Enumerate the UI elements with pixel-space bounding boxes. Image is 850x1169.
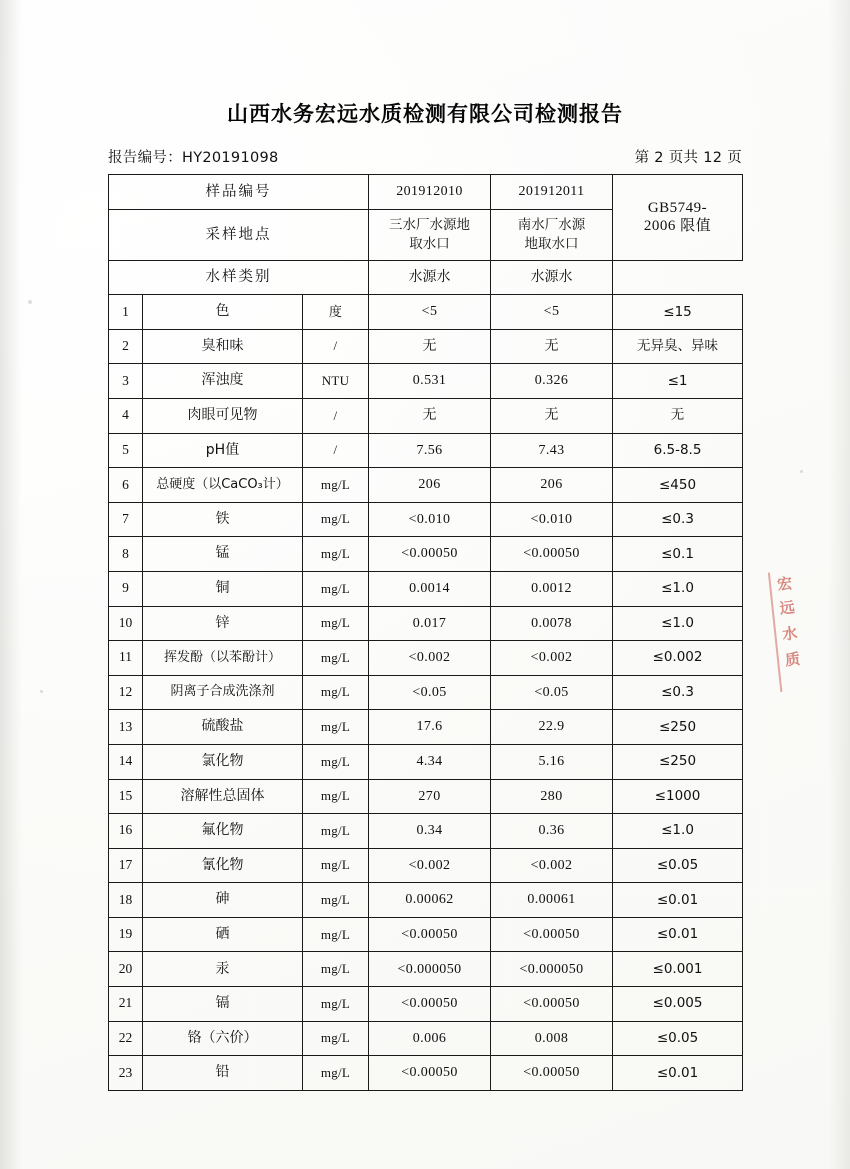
row-limit: 6.5-8.5 [613, 433, 743, 468]
table-row [109, 329, 743, 364]
row-item: 铜 [143, 571, 303, 606]
row-value-sample2: 5.16 [491, 744, 613, 779]
row-unit: mg/L [303, 710, 369, 745]
row-item: 锌 [143, 606, 303, 641]
row-index: 16 [109, 814, 143, 849]
row-index: 5 [109, 433, 143, 468]
row-limit: ≤1000 [613, 779, 743, 814]
row-unit: mg/L [303, 1056, 369, 1091]
row-limit: ≤0.3 [613, 502, 743, 537]
header-sample-1-no: 201912010 [369, 175, 491, 210]
row-item: 溶解性总固体 [143, 779, 303, 814]
row-index: 14 [109, 744, 143, 779]
table-row [109, 364, 743, 399]
row-item: 铁 [143, 502, 303, 537]
row-index: 15 [109, 779, 143, 814]
row-limit: ≤0.05 [613, 1021, 743, 1056]
row-value-sample1: 0.017 [369, 606, 491, 641]
row-value-sample1: 7.56 [369, 433, 491, 468]
row-item: 总硬度（以CaCO₃计） [143, 468, 303, 503]
row-unit: mg/L [303, 848, 369, 883]
header-sample-2-site-line2: 地取水口 [524, 235, 579, 252]
row-value-sample2: 0.326 [491, 364, 613, 399]
row-index: 1 [109, 295, 143, 330]
row-unit: mg/L [303, 468, 369, 503]
row-item: 砷 [143, 883, 303, 918]
row-value-sample1: 4.34 [369, 744, 491, 779]
row-item: 氰化物 [143, 848, 303, 883]
table-row [109, 814, 743, 849]
row-value-sample1: 17.6 [369, 710, 491, 745]
header-standard-limit [613, 175, 743, 261]
header-standard-line1: GB5749- [647, 199, 708, 216]
row-value-sample1: 无 [369, 398, 491, 433]
seal-char: 远 [778, 598, 796, 618]
table-row [109, 398, 743, 433]
table-row [109, 883, 743, 918]
row-value-sample2: <0.00050 [491, 917, 613, 952]
row-unit: mg/L [303, 814, 369, 849]
table-row [109, 641, 743, 676]
row-limit: ≤0.3 [613, 675, 743, 710]
page-edge-shadow-right [828, 0, 850, 1169]
row-value-sample2: <0.000050 [491, 952, 613, 987]
row-unit: NTU [303, 364, 369, 399]
header-sample-1-site [369, 209, 491, 260]
row-unit: mg/L [303, 1021, 369, 1056]
row-value-sample2: <0.00050 [491, 987, 613, 1022]
header-sample-no-label: 样品编号 [109, 175, 369, 210]
row-limit: ≤15 [613, 295, 743, 330]
table-row [109, 848, 743, 883]
row-item: 锰 [143, 537, 303, 572]
row-item: 镉 [143, 987, 303, 1022]
row-value-sample2: 0.36 [491, 814, 613, 849]
row-unit: mg/L [303, 641, 369, 676]
header-sample-1-site-line2: 取水口 [409, 235, 450, 252]
table-row [109, 987, 743, 1022]
report-number: 报告编号：HY20191098 [108, 150, 279, 166]
row-value-sample1: <0.00050 [369, 1056, 491, 1091]
row-value-sample1: <0.010 [369, 502, 491, 537]
row-index: 21 [109, 987, 143, 1022]
row-value-sample1: <0.000050 [369, 952, 491, 987]
seal-char: 宏 [776, 574, 794, 594]
seal-char: 水 [781, 624, 799, 644]
row-limit: ≤0.01 [613, 1056, 743, 1091]
row-index: 11 [109, 641, 143, 676]
row-unit: mg/L [303, 779, 369, 814]
table-row [109, 433, 743, 468]
row-index: 7 [109, 502, 143, 537]
table-row [109, 710, 743, 745]
row-index: 2 [109, 329, 143, 364]
row-value-sample2: <0.00050 [491, 537, 613, 572]
table-row [109, 537, 743, 572]
page-number: 第 2 页共 12 页 [634, 150, 742, 166]
row-value-sample1: 0.0014 [369, 571, 491, 606]
row-index: 10 [109, 606, 143, 641]
row-item: 肉眼可见物 [143, 398, 303, 433]
table-row [109, 952, 743, 987]
row-item: 色 [143, 295, 303, 330]
table-row [109, 502, 743, 537]
row-value-sample2: 280 [491, 779, 613, 814]
row-limit: ≤0.01 [613, 883, 743, 918]
row-value-sample2: 7.43 [491, 433, 613, 468]
header-sample-2-site [491, 209, 613, 260]
seal-char: 质 [784, 649, 801, 670]
row-index: 18 [109, 883, 143, 918]
row-limit: 无异臭、异味 [613, 329, 743, 364]
row-value-sample2: 0.008 [491, 1021, 613, 1056]
row-value-sample1: <0.002 [369, 848, 491, 883]
row-index: 17 [109, 848, 143, 883]
row-item: 硒 [143, 917, 303, 952]
row-index: 12 [109, 675, 143, 710]
row-value-sample1: <0.00050 [369, 987, 491, 1022]
row-limit: ≤0.001 [613, 952, 743, 987]
row-index: 20 [109, 952, 143, 987]
row-item: 挥发酚（以苯酚计） [143, 641, 303, 676]
row-index: 22 [109, 1021, 143, 1056]
row-limit: ≤1.0 [613, 571, 743, 606]
table-row [109, 606, 743, 641]
row-index: 4 [109, 398, 143, 433]
table-row [109, 1021, 743, 1056]
row-item: 浑浊度 [143, 364, 303, 399]
row-unit: 度 [303, 295, 369, 330]
table-row [109, 1056, 743, 1091]
row-value-sample1: <0.002 [369, 641, 491, 676]
row-value-sample1: 无 [369, 329, 491, 364]
row-value-sample1: 0.531 [369, 364, 491, 399]
row-unit: mg/L [303, 744, 369, 779]
table-row [109, 571, 743, 606]
row-index: 6 [109, 468, 143, 503]
paper-speck [40, 690, 43, 693]
row-limit: ≤250 [613, 744, 743, 779]
table-row [109, 295, 743, 330]
row-item: 氯化物 [143, 744, 303, 779]
row-value-sample2: <0.00050 [491, 1056, 613, 1091]
table-header-sample-no [109, 175, 743, 210]
row-index: 8 [109, 537, 143, 572]
row-index: 9 [109, 571, 143, 606]
header-sample-1-type: 水源水 [369, 260, 491, 295]
report-meta [108, 146, 742, 167]
row-limit: ≤450 [613, 468, 743, 503]
row-index: 3 [109, 364, 143, 399]
row-value-sample2: 0.0012 [491, 571, 613, 606]
row-value-sample2: <0.002 [491, 848, 613, 883]
row-value-sample2: 无 [491, 329, 613, 364]
page-edge-shadow-left [0, 0, 22, 1169]
row-limit: ≤1.0 [613, 606, 743, 641]
row-item: 汞 [143, 952, 303, 987]
row-value-sample1: 206 [369, 468, 491, 503]
row-limit: ≤0.005 [613, 987, 743, 1022]
row-item: pH值 [143, 433, 303, 468]
row-value-sample1: 270 [369, 779, 491, 814]
row-unit: mg/L [303, 917, 369, 952]
paper-speck [28, 300, 32, 304]
row-value-sample2: 0.0078 [491, 606, 613, 641]
row-item: 氟化物 [143, 814, 303, 849]
row-limit: ≤1 [613, 364, 743, 399]
seal-stroke [768, 573, 783, 693]
row-value-sample1: <5 [369, 295, 491, 330]
row-unit: mg/L [303, 502, 369, 537]
page-title: 山西水务宏远水质检测有限公司检测报告 [227, 102, 623, 126]
row-unit: mg/L [303, 571, 369, 606]
row-limit: ≤0.05 [613, 848, 743, 883]
row-item: 臭和味 [143, 329, 303, 364]
row-unit: / [303, 433, 369, 468]
row-limit: ≤0.01 [613, 917, 743, 952]
row-limit: ≤0.1 [613, 537, 743, 572]
row-unit: mg/L [303, 987, 369, 1022]
row-unit: mg/L [303, 606, 369, 641]
row-value-sample1: <0.05 [369, 675, 491, 710]
test-results-table [108, 174, 743, 1091]
table-row [109, 917, 743, 952]
row-item: 硫酸盐 [143, 710, 303, 745]
row-value-sample2: 无 [491, 398, 613, 433]
row-value-sample2: <0.002 [491, 641, 613, 676]
table-row [109, 675, 743, 710]
company-seal-stamp [762, 567, 832, 692]
header-sample-2-type: 水源水 [491, 260, 613, 295]
table-row [109, 779, 743, 814]
table-header-sample-type [109, 260, 743, 295]
table-row [109, 744, 743, 779]
row-limit: ≤1.0 [613, 814, 743, 849]
header-sample-1-site-line1: 三水厂水源地 [389, 217, 471, 234]
row-index: 23 [109, 1056, 143, 1091]
row-index: 19 [109, 917, 143, 952]
row-value-sample1: 0.00062 [369, 883, 491, 918]
row-unit: / [303, 398, 369, 433]
row-value-sample2: 206 [491, 468, 613, 503]
row-value-sample2: <0.05 [491, 675, 613, 710]
row-unit: mg/L [303, 952, 369, 987]
row-unit: mg/L [303, 537, 369, 572]
row-limit: ≤0.002 [613, 641, 743, 676]
row-item: 铬（六价） [143, 1021, 303, 1056]
header-sampling-site-label: 采样地点 [109, 209, 369, 260]
row-value-sample2: 0.00061 [491, 883, 613, 918]
row-item: 阴离子合成洗涤剂 [143, 675, 303, 710]
row-value-sample2: 22.9 [491, 710, 613, 745]
row-value-sample1: 0.006 [369, 1021, 491, 1056]
header-sample-type-label: 水样类别 [109, 260, 369, 295]
header-sample-2-site-line1: 南水厂水源 [517, 217, 586, 234]
row-item: 铅 [143, 1056, 303, 1091]
row-unit: mg/L [303, 675, 369, 710]
table-row [109, 468, 743, 503]
row-value-sample2: <0.010 [491, 502, 613, 537]
row-limit: ≤250 [613, 710, 743, 745]
row-value-sample2: <5 [491, 295, 613, 330]
header-standard-line2: 2006 限值 [643, 218, 712, 235]
header-sample-2-no: 201912011 [491, 175, 613, 210]
row-limit: 无 [613, 398, 743, 433]
row-index: 13 [109, 710, 143, 745]
row-unit: / [303, 329, 369, 364]
row-value-sample1: <0.00050 [369, 917, 491, 952]
row-value-sample1: 0.34 [369, 814, 491, 849]
row-value-sample1: <0.00050 [369, 537, 491, 572]
row-unit: mg/L [303, 883, 369, 918]
paper-speck [800, 470, 803, 473]
